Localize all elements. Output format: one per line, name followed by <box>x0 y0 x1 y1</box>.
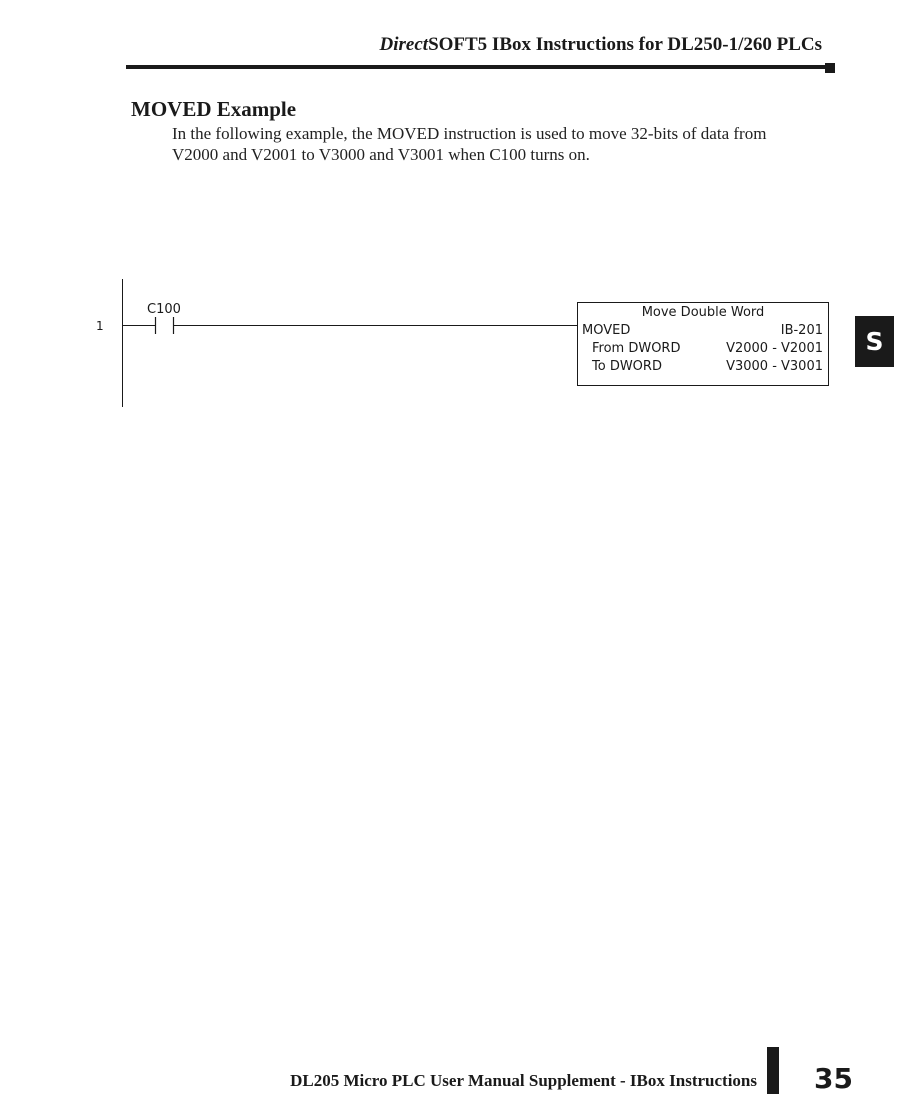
footer-bar <box>767 1047 779 1094</box>
footer-text: DL205 Micro PLC User Manual Supplement - IBox Instructions <box>290 1071 757 1090</box>
ibox-block <box>577 302 829 386</box>
ibox-param-label: From DWORD <box>592 341 681 356</box>
ibox-param-row <box>592 359 823 377</box>
contact-label: C100 <box>147 302 181 317</box>
header-rule-marker <box>825 63 835 73</box>
section-title: MOVED Example <box>131 97 297 121</box>
ibox-param-value: V3000 - V3001 <box>726 359 823 374</box>
ibox-param-value: V2000 - V2001 <box>726 341 823 356</box>
header-brand: Direct <box>379 34 429 55</box>
chapter-side-tab <box>855 316 894 367</box>
rung-number: 1 <box>96 319 104 333</box>
ibox-instruction-name: MOVED <box>582 323 631 338</box>
section-body-paragraph: In the following example, the MOVED instruction is used to move 32-bits of data from V2000 and V2001 to V3000 and V3001 when C100 turns on. <box>172 124 767 164</box>
ibox-id: IB-201 <box>780 323 823 338</box>
ibox-param-label: To DWORD <box>592 359 662 374</box>
side-tab-label: S <box>865 327 884 356</box>
page-number: 35 <box>814 1062 853 1095</box>
ibox-title: Move Double Word <box>641 305 765 320</box>
running-header <box>380 34 822 56</box>
ibox-header-row <box>582 323 823 341</box>
ibox-param-row <box>592 341 823 359</box>
header-rule <box>126 65 828 69</box>
header-title-text: SOFT5 IBox Instructions for DL250-1/260 PLCs <box>428 34 822 55</box>
